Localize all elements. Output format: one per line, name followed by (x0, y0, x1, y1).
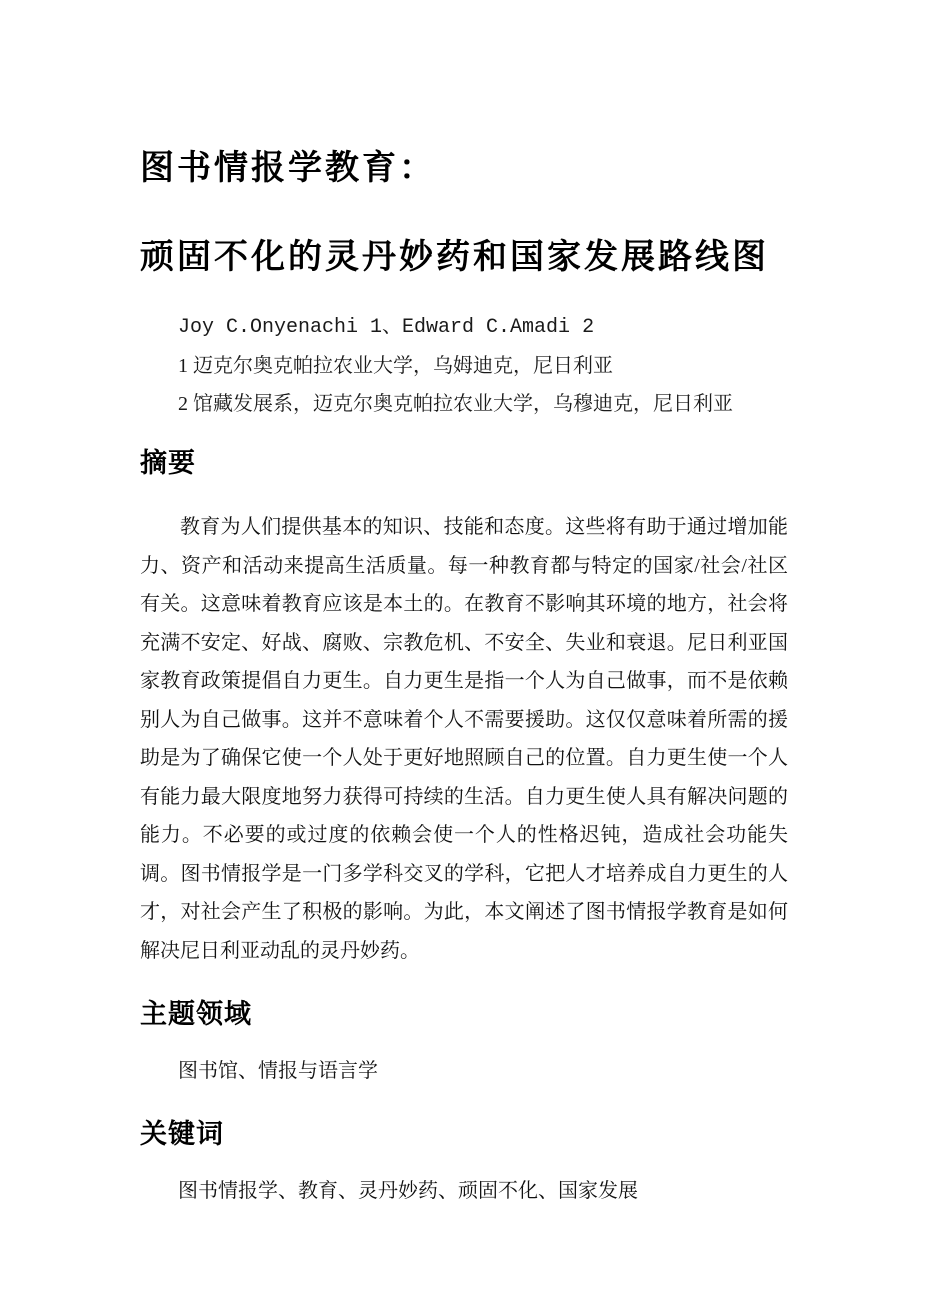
keywords-heading: 关键词 (140, 1119, 224, 1149)
subject-areas-text: 图书馆、情报与语言学 (178, 1060, 378, 1082)
abstract-paragraph: 教育为人们提供基本的知识、技能和态度。这些将有助于通过增加能力、资产和活动来提高生活质量。每一种教育都与特定的国家/社会/社区有关。这意味着教育应该是本土的。在教育不影响其环境的地方，社会将充满不安定、好战、腐败、宗教危机、不安全、失业和衰退。尼日利亚国家教育政策提倡自力更生。自力更生是指一个人为自己做事，而不是依赖别人为自己做事。这并不意味着个人不需要援助。这仅仅意味着所需的援助是为了确保它使一个人处于更好地照顾自己的位置。自力更生使一个人有能力最大限度地努力获得可持续的生活。自力更生使人具有解决问题的能力。不必要的或过度的依赖会使一个人的性格迟钝，造成社会功能失调。图书情报学是一门多学科交叉的学科，它把人才培养成自力更生的人才，对社会产生了积极的影响。为此，本文阐述了图书情报学教育是如何解决尼日利亚动乱的灵丹妙药。 (140, 516, 788, 962)
subject-areas-heading: 主题领域 (140, 999, 252, 1029)
abstract-heading: 摘要 (140, 448, 196, 478)
byline-block (140, 309, 788, 423)
affiliation-2: 2 馆藏发展系，迈克尔奥克帕拉农业大学，乌穆迪克，尼日利亚 (178, 393, 733, 415)
affiliation-1: 1 迈克尔奥克帕拉农业大学，乌姆迪克，尼日利亚 (178, 355, 613, 377)
paper-title-line1: 图书情报学教育： (140, 149, 436, 187)
keywords-text: 图书情报学、教育、灵丹妙药、顽固不化、国家发展 (178, 1180, 638, 1202)
authors-line: Joy C.Onyenachi 1、Edward C.Amadi 2 (178, 316, 595, 339)
paper-title-line2: 顽固不化的灵丹妙药和国家发展路线图 (140, 238, 769, 276)
